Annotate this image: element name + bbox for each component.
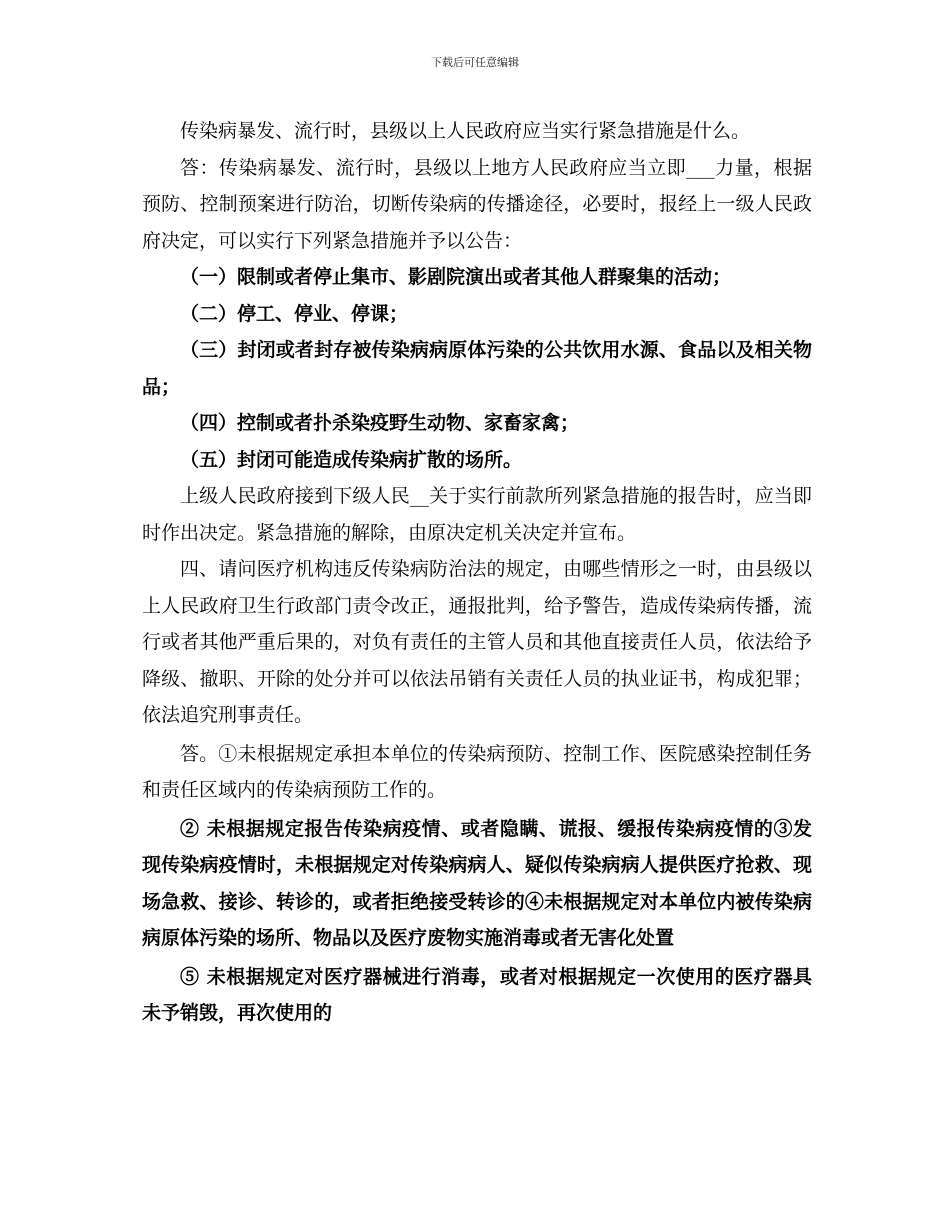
violation-items-2-4: ② 未根据规定报告传染病疫情、或者隐瞒、谎报、缓报传染病疫情的③发现传染病疫情时，未根据规定对传染病病人、疑似传染病病人提供医疗抢救、现场急救、接诊、转诊的，或者拒绝接受转诊的④未根据规定对本单位内被传染病病原体污染的场所、物品以及医疗废物实施消毒或者无害化处置 bbox=[142, 817, 812, 949]
paragraph-question: 传染病暴发、流行时，县级以上人民政府应当实行紧急措施是什么。 bbox=[180, 120, 751, 142]
measure-item-5: （五）封闭可能造成传染病扩散的场所。 bbox=[180, 448, 523, 471]
measure-item-4: （四）控制或者扑杀染疫野生动物、家畜家禽； bbox=[180, 412, 580, 434]
violation-item-5: ⑤ 未根据规定对医疗器械进行消毒，或者对根据规定一次使用的医疗器具未予销毁，再次使用的 bbox=[142, 965, 812, 1024]
paragraph-report: 上级人民政府接到下级人民__关于实行前款所列紧急措施的报告时，应当即时作出决定。紧急措施的解除，由原决定机关决定并宣布。 bbox=[142, 485, 812, 544]
paragraph-answer-4: 答。①未根据规定承担本单位的传染病预防、控制工作、医院感染控制任务和责任区域内的传染病预防工作的。 bbox=[142, 742, 812, 801]
page-header: 下载后可任意编辑 bbox=[431, 56, 519, 69]
measure-item-1: （一）限制或者停止集市、影剧院演出或者其他人群聚集的活动； bbox=[180, 266, 732, 288]
paragraph-answer: 答：传染病暴发、流行时，县级以上地方人民政府应当立即___力量，根据预防、控制预案进行防治，切断传染病的传播途径，必要时，报经上一级人民政府决定，可以实行下列紧急措施并予以公告： bbox=[142, 156, 812, 252]
document-body bbox=[142, 113, 812, 1032]
measure-item-3: （三）封闭或者封存被传染病病原体污染的公共饮用水源、食品以及相关物品； bbox=[142, 339, 812, 398]
paragraph-question-4: 四、请问医疗机构违反传染病防治法的规定，由哪些情形之一时，由县级以上人民政府卫生行政部门责令改正，通报批判，给予警告，造成传染病传播，流行或者其他严重后果的，对负有责任的主管人员和其他直接责任人员，依法给予降级、撤职、开除的处分并可以依法吊销有关责任人员的执业证书，构成犯罪；依法追究刑事责任。 bbox=[142, 558, 812, 726]
measure-item-2: （二）停工、停业、停课； bbox=[180, 302, 409, 325]
